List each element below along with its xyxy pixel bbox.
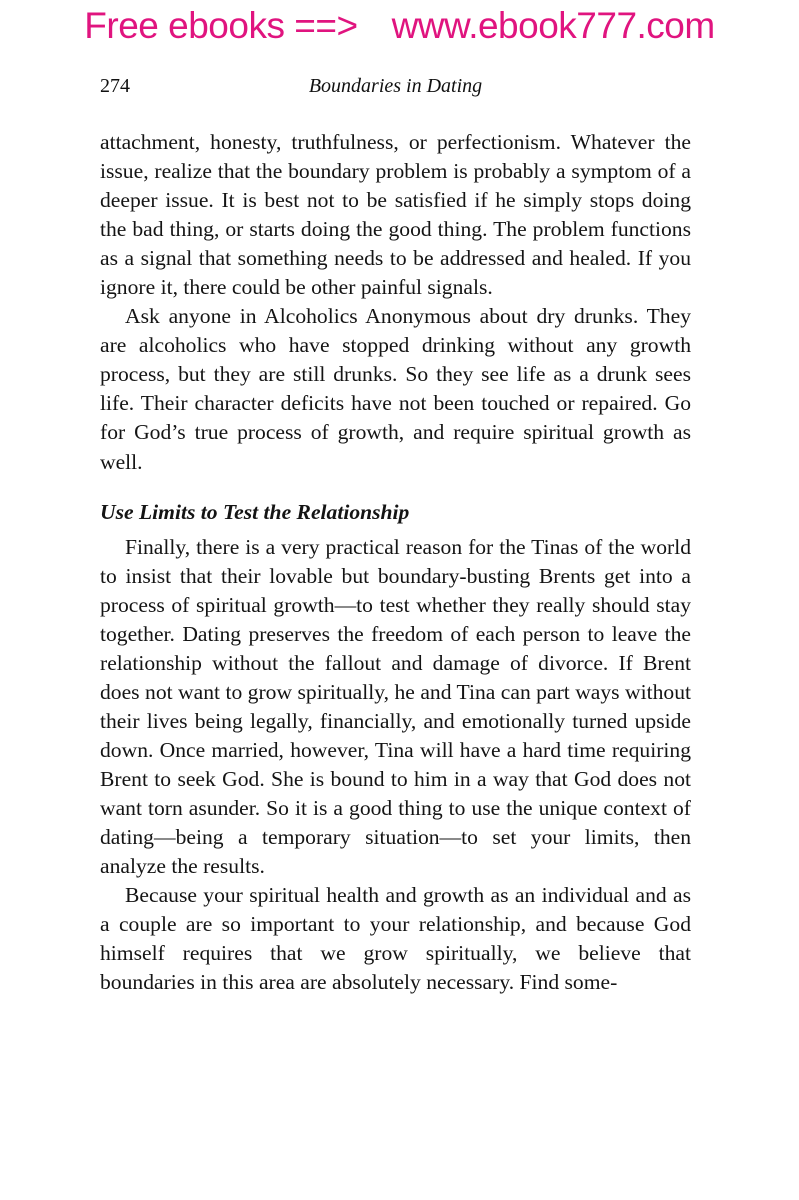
body-text — [100, 128, 691, 997]
watermark-banner[interactable] — [0, 4, 799, 48]
section-heading: Use Limits to Test the Relationship — [100, 499, 410, 524]
paragraph-1: attachment, honesty, truthfulness, or perfectionism. Whatever the issue, realize that the boundary problem is probably a symptom of a deeper issue. It is best not to be satisfied if he simply stops doing the bad thing, or starts doing the good thing. The problem functions as a signal that something needs to be addressed and healed. If you ignore it, there could be other painful signals. — [100, 130, 691, 300]
paragraph-2: Ask anyone in Alcoholics Anonymous about dry drunks. They are alcoholics who have stopped drinking without any growth process, but they are still drunks. So they see life as a drunk sees life. Their character deficits have not been touched or repaired. Go for God’s true process of growth, and require spiritual growth as well. — [100, 304, 691, 474]
page-number: 274 — [100, 75, 130, 97]
watermark-url-link[interactable]: www.ebook777.com — [391, 5, 715, 46]
paragraph-4: Because your spiritual health and growth as an individual and as a couple are so important to your relationship, and because God himself requires that we grow spiritually, we believe that boundaries in this area are absolutely necessary. Find some- — [100, 883, 691, 995]
paragraph-3: Finally, there is a very practical reason for the Tinas of the world to insist that their lovable but boundary-busting Brents get into a process of spiritual growth—to test whether they really should stay together. Dating preserves the freedom of each person to leave the relationship without the fallout and damage of divorce. If Brent does not want to grow spiritually, he and Tina can part ways without their lives being legally, financially, and emotionally turned upside down. Once married, however, Tina will have a hard time requiring Brent to seek God. She is bound to him in a way that God does not want torn asunder. So it is a good thing to use the unique context of dating—being a temporary situation—to set your limits, then analyze the results. — [100, 534, 691, 879]
watermark-left-text: Free ebooks ==> — [84, 5, 358, 46]
running-head — [100, 71, 691, 101]
running-title: Boundaries in Dating — [308, 75, 483, 97]
